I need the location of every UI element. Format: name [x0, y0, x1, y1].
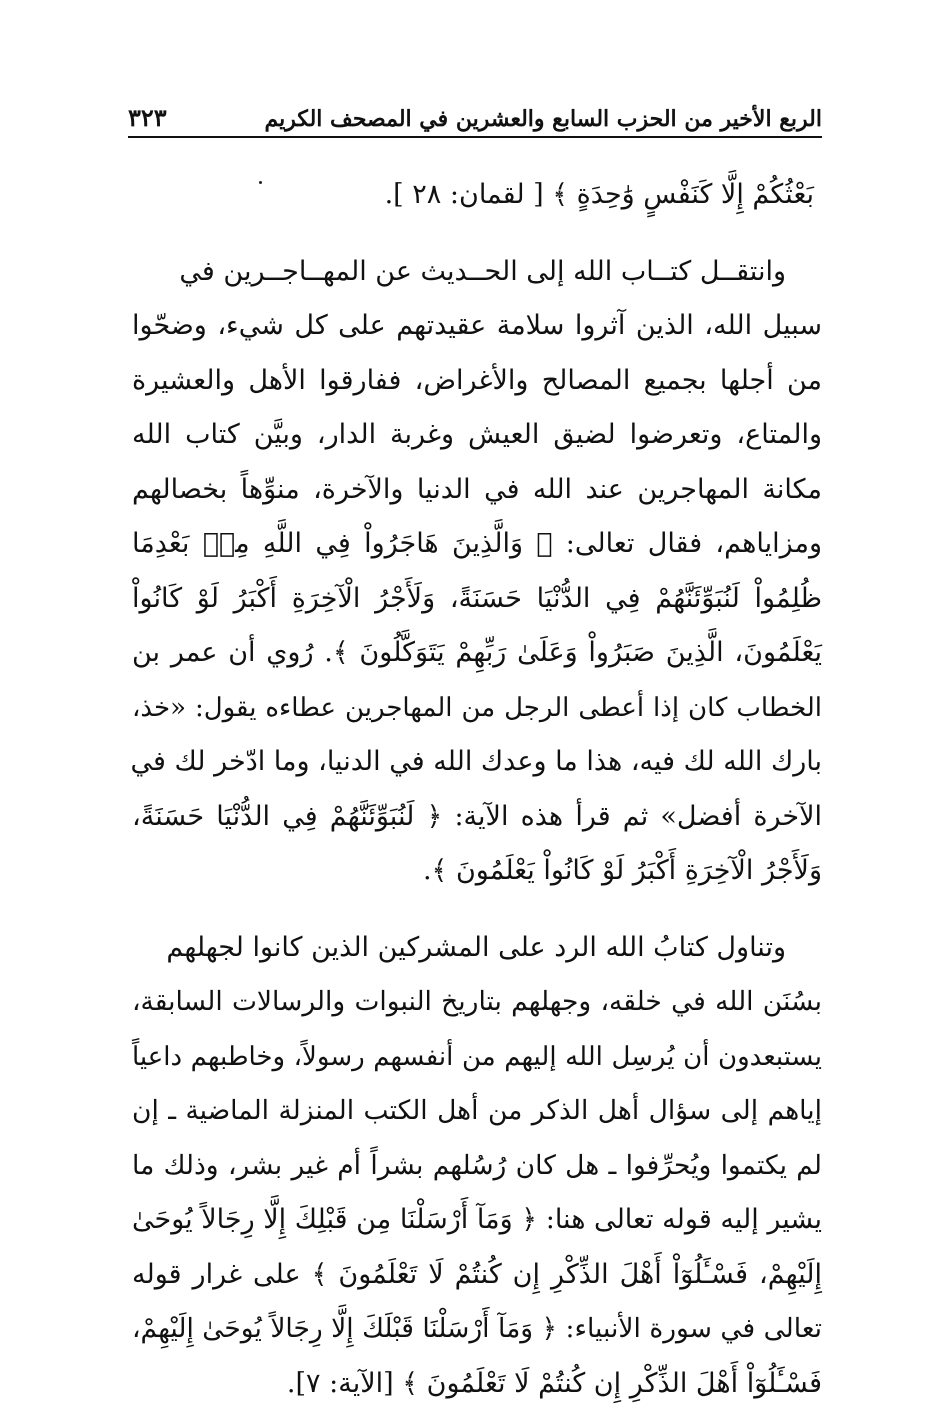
paragraph — [132, 921, 822, 1411]
text-line: يشير إليه قوله تعالى هنا: ﴿ وَمَآ أَرْسَلْنَا مِن قَبْلِكَ إِلَّا رِجَالاً يُوحَىٰ — [132, 1193, 822, 1248]
page-number: ٣٢٣ — [128, 103, 167, 132]
text-line: مكانة المهاجرين عند الله في الدنيا والآخرة، منوِّهاً بخصالهم — [132, 463, 822, 518]
running-header — [128, 92, 822, 138]
text-line: ظُلِمُواْ لَنُبَوِّئَنَّهُمْ فِي الدُّنْيَا حَسَنَةً، وَلَأَجْرُ الْآخِرَةِ أَكْبَرُ لَوْ كَانُواْ — [132, 572, 822, 627]
text-line: ومزاياهم، فقال تعالى: ﴿ وَالَّذِينَ هَاجَرُواْ فِي اللَّهِ مِنۢ بَعْدِمَا — [132, 517, 822, 572]
text-line: من أجلها بجميع المصالح والأغراض، ففارقوا الأهل والعشيرة — [132, 354, 822, 409]
print-speck — [259, 181, 262, 184]
header-title: الربع الأخير من الحزب السابع والعشرين في المصحف الكريم — [265, 106, 822, 132]
text-line: بسُنَن الله في خلقه، وجهلهم بتاريخ النبوات والرسالات السابقة، — [132, 975, 822, 1030]
text-line: سبيل الله، الذين آثروا سلامة عقيدتهم على كل شيء، وضحّوا — [132, 299, 822, 354]
text-line: لم يكتموا ويُحرِّفوا ـ هل كان رُسُلهم بشراً أم غير بشر، وذلك ما — [132, 1139, 822, 1194]
text-line: إياهم إلى سؤال أهل الذكر من أهل الكتب المنزلة الماضية ـ إن — [132, 1084, 822, 1139]
text-line: إِلَيْهِمْ، فَسْـَٔلُوٓاْ أَهْلَ الذِّكْرِ إِن كُنتُمْ لَا تَعْلَمُونَ ﴾ على غرار قوله — [132, 1248, 822, 1303]
text-line: الخطاب كان إذا أعطى الرجل من المهاجرين عطاءه يقول: «خذ، — [132, 681, 822, 736]
text-line: وَلَأَجْرُ الْآخِرَةِ أَكْبَرُ لَوْ كَانُواْ يَعْلَمُونَ ﴾. — [132, 844, 822, 899]
text-line: وانتقــل كتــاب الله إلى الحــديث عن المهــاجــرين في — [132, 245, 822, 300]
paragraph — [132, 168, 822, 223]
text-line: يستبعدون أن يُرسِل الله إليهم من أنفسهم رسولاً، وخاطبهم داعياً — [132, 1030, 822, 1085]
text-line: والمتاع، وتعرضوا لضيق العيش وغربة الدار، وبيَّن كتاب الله — [132, 408, 822, 463]
text-line: بارك الله لك فيه، هذا ما وعدك الله في الدنيا، وما ادّخر لك في — [132, 735, 822, 790]
text-line: بَعْثُكُمْ إِلَّا كَنَفْسٍ وَٰحِدَةٍ ﴾ [ لقمان: ٢٨ ]. — [132, 168, 822, 223]
text-line: وتناول كتابُ الله الرد على المشركين الذين كانوا لجهلهم — [132, 921, 822, 976]
text-line: تعالى في سورة الأنبياء: ﴿ وَمَآ أَرْسَلْنَا قَبْلَكَ إِلَّا رِجَالاً يُوحَىٰ إِلَيْهِمْ، — [132, 1302, 822, 1357]
text-line: الآخرة أفضل» ثم قرأ هذه الآية: ﴿ لَنُبَوِّئَنَّهُمْ فِي الدُّنْيَا حَسَنَةً، — [132, 790, 822, 845]
text-line: فَسْـَٔلُوٓاْ أَهْلَ الذِّكْرِ إِن كُنتُمْ لَا تَعْلَمُونَ ﴾ [الآية: ٧]. — [132, 1357, 822, 1411]
paragraph — [132, 245, 822, 899]
text-line: يَعْلَمُونَ، الَّذِينَ صَبَرُواْ وَعَلَىٰ رَبِّهِمْ يَتَوَكَّلُونَ ﴾. رُوي أن عمر بن — [132, 626, 822, 681]
page-body — [132, 168, 822, 1411]
